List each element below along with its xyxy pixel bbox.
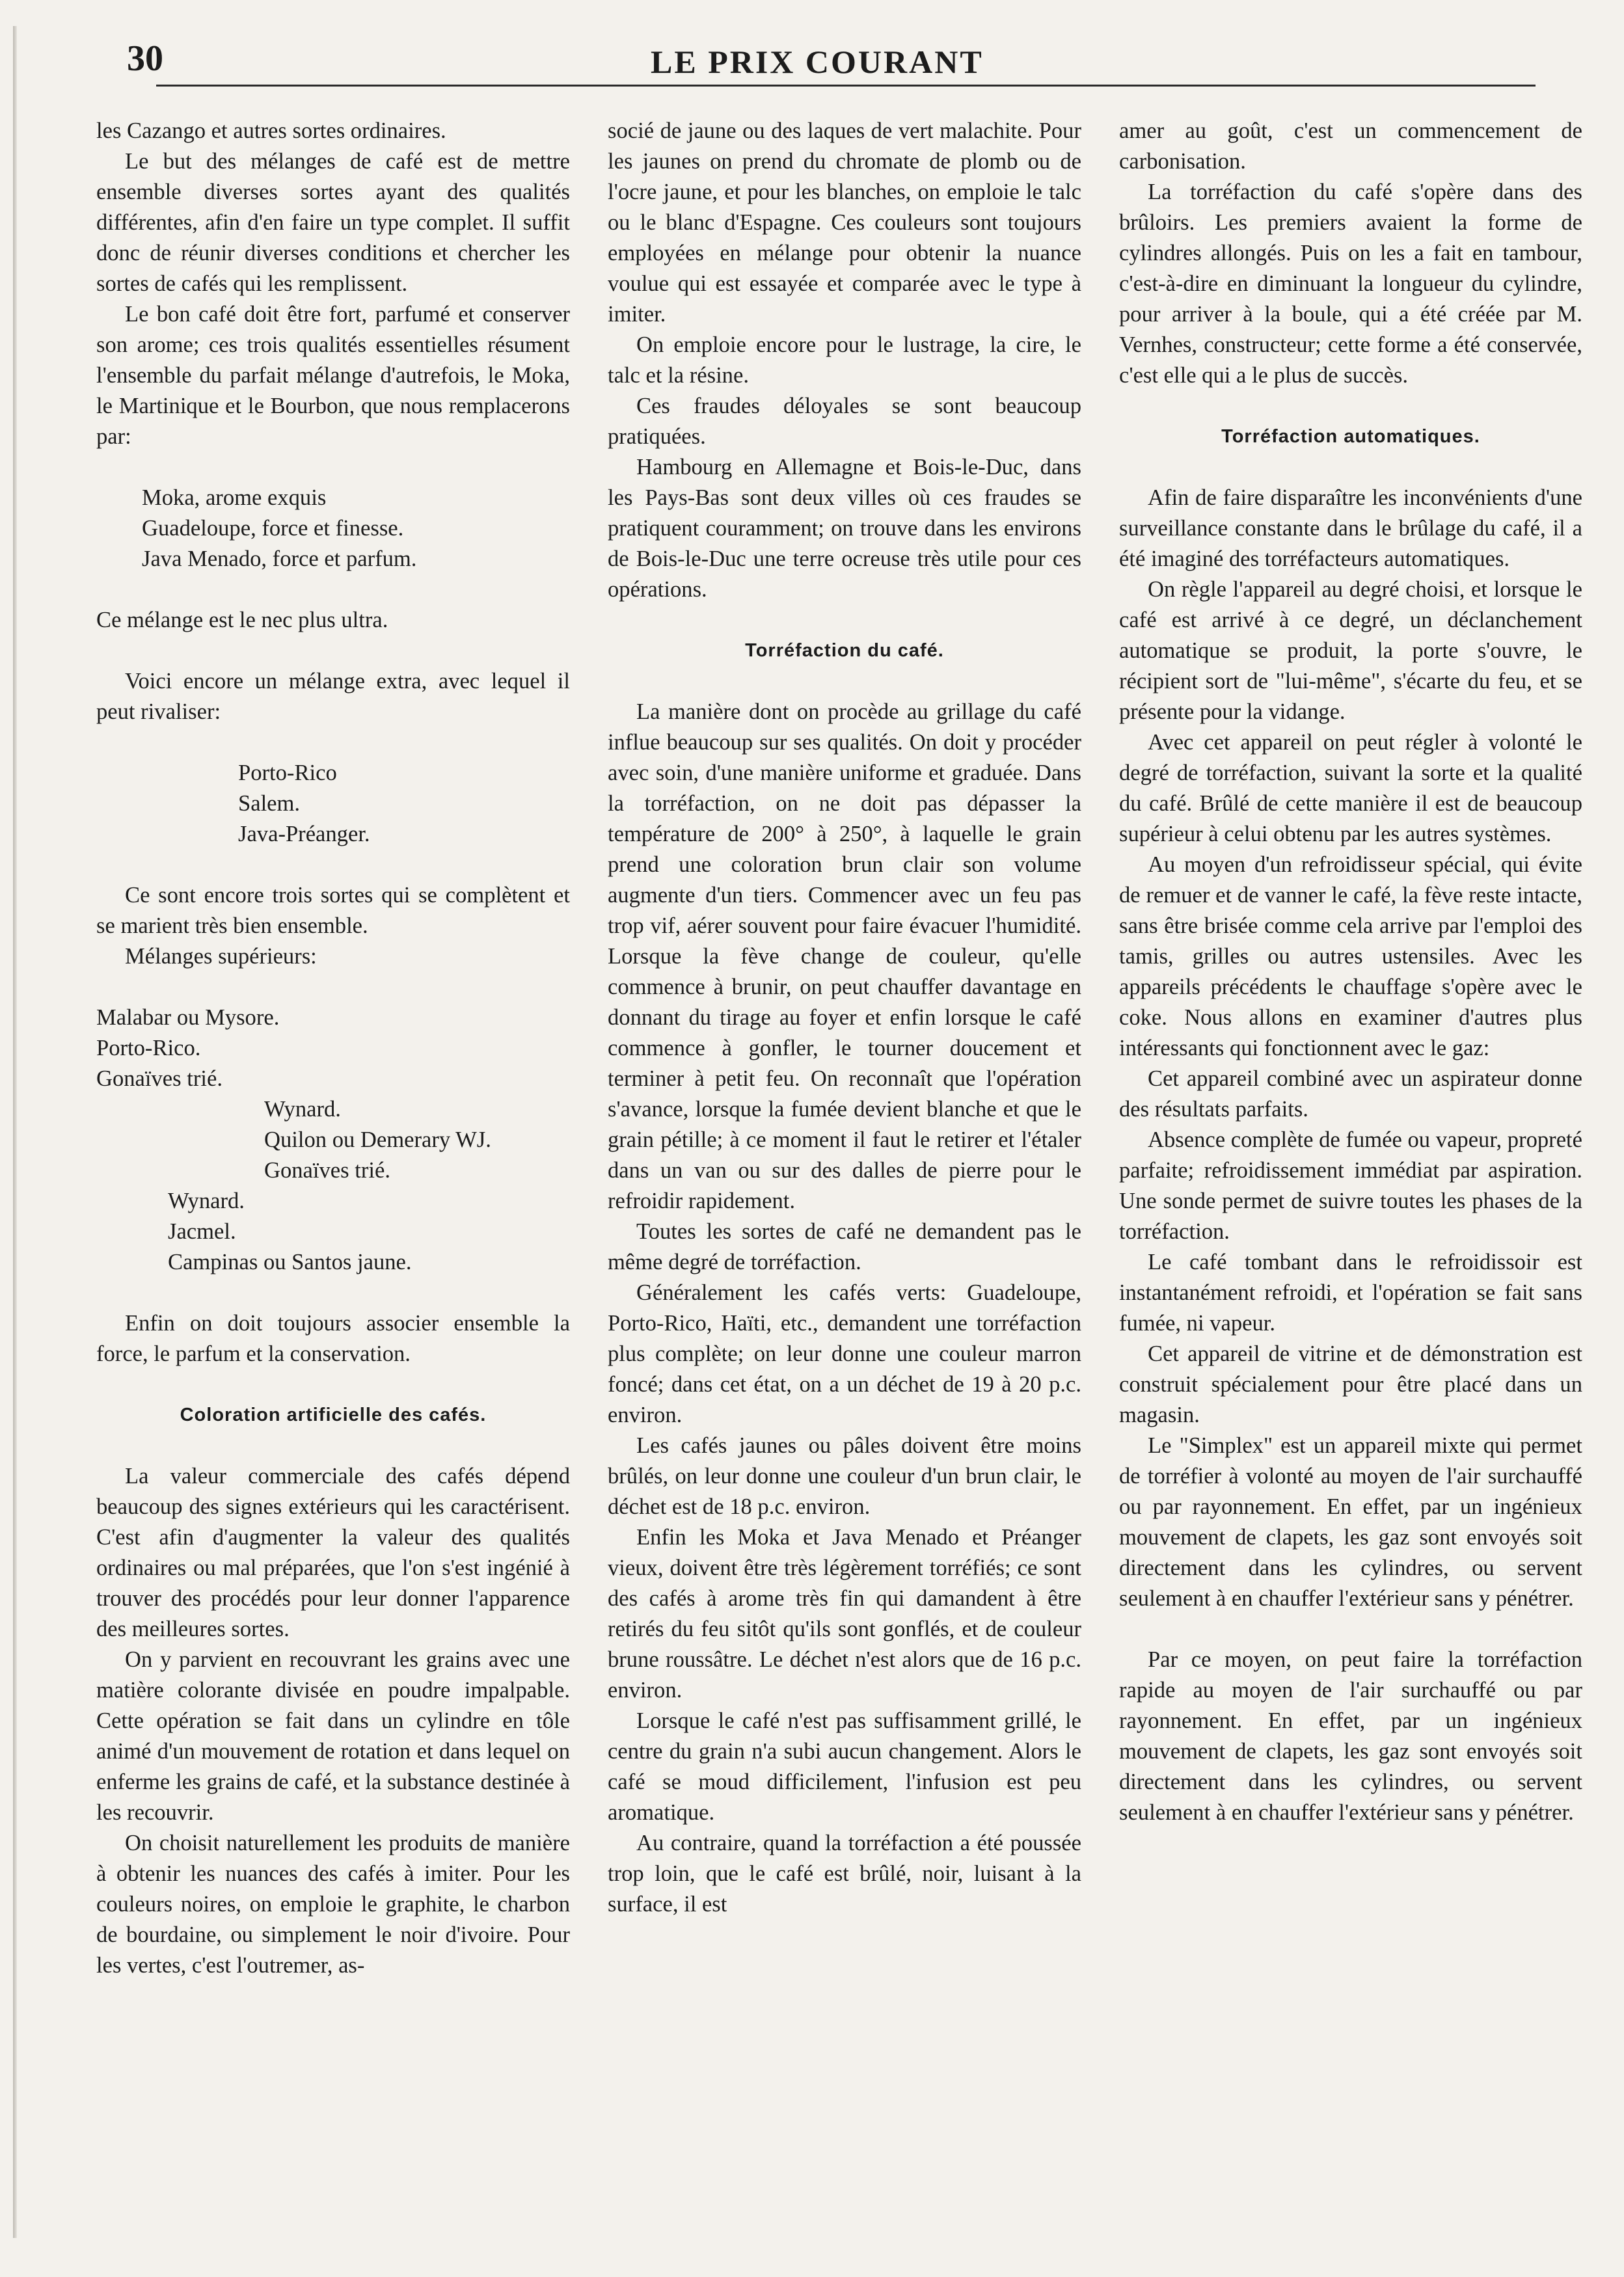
paragraph: Le café tombant dans le refroidissoir est instantanément refroidi, et l'opération se fait sans fumée, ni vapeur. bbox=[1119, 1250, 1582, 1336]
section-heading: Torréfaction automatiques. bbox=[1221, 426, 1480, 447]
running-title: LE PRIX COURANT bbox=[651, 44, 984, 80]
list-item: Quilon ou Demerary WJ. bbox=[264, 1127, 491, 1152]
binding-edge bbox=[13, 26, 17, 2238]
paragraph: Enfin on doit toujours associer ensemble la force, le parfum et la conservation. bbox=[96, 1311, 570, 1366]
list-item: Java-Préanger. bbox=[238, 822, 370, 846]
list-item: Malabar ou Mysore. bbox=[96, 1005, 280, 1030]
list-item: Moka, arome exquis bbox=[142, 485, 327, 510]
paragraph: Hambourg en Allemagne et Bois-le-Duc, dans les Pays-Bas sont deux villes où ces fraudes se pratiquent couramment; on trouve dans les environs de Bois-le-Duc une terre ocreuse très utile pour ces opérations. bbox=[608, 455, 1081, 602]
paragraph: Le but des mélanges de café est de mettre ensemble diverses sortes ayant des qualités différentes, afin d'en faire un type complet. Il suffit donc de réunir diverses conditions et chercher les sortes de cafés qui les remplissent. bbox=[96, 149, 570, 296]
paragraph: Ce mélange est le nec plus ultra. bbox=[96, 608, 388, 632]
paragraph: Mélanges supérieurs: bbox=[125, 944, 317, 969]
list-item: Wynard. bbox=[264, 1097, 341, 1122]
paragraph: Le "Simplex" est un appareil mixte qui permet de torréfier à volonté au moyen de l'air surchauffé ou par rayonnement. En effet, par un ingénieux mouvement de clapets, les gaz sont envoyés soit directement dans les cylindres, ou servent seulement à en chauffer l'extérieur sans y pénétrer. bbox=[1119, 1433, 1582, 1611]
paragraph: Lorsque le café n'est pas suffisamment grillé, le centre du grain n'a subi aucun changement. Alors le café se moud difficilement, l'infusion est peu aromatique. bbox=[608, 1708, 1081, 1825]
column-2 bbox=[608, 116, 1081, 1920]
paragraph: Au moyen d'un refroidisseur spécial, qui évite de remuer et de vanner le café, la fève reste intacte, sans être brisée comme cela arrive par l'emploi des tamis, grilles ou autres ustensiles. Avec les appareils précédents le chauffage s'opère avec le coke. Nous allons en examiner d'autres plus intéressants qui fonctionnent avec le gaz: bbox=[1119, 852, 1582, 1060]
paragraph: Ce sont encore trois sortes qui se complètent et se marient très bien ensemble. bbox=[96, 883, 570, 938]
paragraph: On emploie encore pour le lustrage, la cire, le talc et la résine. bbox=[608, 332, 1081, 388]
list-item: Wynard. bbox=[168, 1189, 245, 1213]
paragraph: On y parvient en recouvrant les grains avec une matière colorante divisée en poudre impalpable. Cette opération se fait dans un cylindre en tôle animé d'un mouvement de rotation et dans lequel on enferme les grains de café, et la substance destinée à les recouvrir. bbox=[96, 1647, 570, 1825]
list-item: Salem. bbox=[238, 791, 301, 816]
paragraph: Absence complète de fumée ou vapeur, propreté parfaite; refroidissement immédiat par aspiration. Une sonde permet de suivre toutes les phases de la torréfaction. bbox=[1119, 1127, 1582, 1244]
list-item: Gonaïves trié. bbox=[96, 1066, 223, 1091]
list-item: Jacmel. bbox=[168, 1219, 236, 1244]
paragraph: La manière dont on procède au grillage du café influe beaucoup sur ses qualités. On doit y procéder avec soin, d'une manière uniforme et graduée. Dans la torréfaction, on ne doit pas dépasser la température de 200° à 250°, à laquelle le grain prend une coloration brun clair son volume augmente d'un tiers. Commencer avec un feu pas trop vif, aérer souvent pour faire évacuer l'humidité. Lorsque la fève change de couleur, qu'elle commence à brunir, on peut chauffer davantage en donnant du tirage au foyer et enfin lorsque le café commence à gonfler, le tourner doucement et terminer à petit feu. On reconnaît que l'opération s'avance, lorsque la fumée devient blanche et que le grain pétille; à ce moment il faut le retirer et l'étaler dans un van ou sur des dalles de pierre pour le refroidir rapidement. bbox=[608, 699, 1081, 1213]
paragraph: Cet appareil combiné avec un aspirateur donne des résultats parfaits. bbox=[1119, 1066, 1582, 1122]
paragraph: Généralement les cafés verts: Guadeloupe, Porto-Rico, Haïti, etc., demandent une torréfaction plus complète; on leur donne une couleur marron foncé; dans cet état, on a un déchet de 19 à 20 p.c. environ. bbox=[608, 1280, 1081, 1427]
section-heading: Coloration artificielle des cafés. bbox=[180, 1405, 487, 1425]
list-item: Campinas ou Santos jaune. bbox=[168, 1250, 412, 1274]
paragraph: On choisit naturellement les produits de manière à obtenir les nuances des cafés à imiter. Pour les couleurs noires, on emploie le graphite, le charbon de bourdaine, ou simplement le noir d'ivoire. Pour les vertes, c'est l'outremer, as- bbox=[96, 1831, 570, 1978]
list-item: Porto-Rico. bbox=[96, 1036, 201, 1060]
paragraph: Au contraire, quand la torréfaction a été poussée trop loin, que le café est brûlé, noir, luisant à la surface, il est bbox=[608, 1831, 1081, 1917]
blend-list-3 bbox=[96, 1003, 570, 1278]
list-item: Java Menado, force et parfum. bbox=[142, 546, 417, 571]
list-item: Porto-Rico bbox=[238, 761, 337, 785]
list-item: Gonaïves trié. bbox=[264, 1158, 390, 1183]
paragraph: La torréfaction du café s'opère dans des brûloirs. Les premiers avaient la forme de cylindres allongés. Puis on les a fait en tambour, c'est-à-dire en diminuant la longueur du cylindre, pour arriver à la boule, qui a été créée par M. Vernhes, constructeur; cette forme a été conservée, c'est elle qui a le plus de succès. bbox=[1119, 180, 1582, 388]
paragraph: Toutes les sortes de café ne demandent pas le même degré de torréfaction. bbox=[608, 1219, 1081, 1274]
blend-list-1 bbox=[96, 483, 570, 574]
blend-list-2 bbox=[96, 758, 570, 850]
paragraph: Cet appareil de vitrine et de démonstration est construit spécialement pour être placé dans un magasin. bbox=[1119, 1341, 1582, 1427]
column-1 bbox=[96, 116, 570, 1981]
paragraph: Enfin les Moka et Java Menado et Préanger vieux, doivent être très légèrement torréfiés; ce sont des cafés à arome très fin qui damandent à être retirés du feu sitôt qu'ils sont gonflés, et de couleur brune roussâtre. Le déchet n'est alors que de 16 p.c. environ. bbox=[608, 1525, 1081, 1703]
paragraph: Ces fraudes déloyales se sont beaucoup pratiquées. bbox=[608, 394, 1081, 449]
section-heading: Torréfaction du café. bbox=[745, 640, 944, 661]
paragraph: Par ce moyen, on peut faire la torréfaction rapide au moyen de l'air surchauffé ou par rayonnement. En effet, par un ingénieux mouvement de clapets, les gaz sont envoyés soit directement dans les cylindres, ou servent seulement à en chauffer l'extérieur sans y pénétrer. bbox=[1119, 1647, 1582, 1825]
paragraph: Le bon café doit être fort, parfumé et conserver son arome; ces trois qualités essentielles résument l'ensemble du parfait mélange d'autrefois, le Moka, le Martinique et le Bourbon, que nous remplacerons par: bbox=[96, 302, 570, 449]
paragraph: Afin de faire disparaître les inconvénients d'une surveillance constante dans le brûlage du café, il a été imaginé des torréfacteurs automatiques. bbox=[1119, 485, 1582, 571]
column-3 bbox=[1119, 116, 1582, 1828]
paragraph: les Cazango et autres sortes ordinaires. bbox=[96, 118, 446, 143]
paragraph: Voici encore un mélange extra, avec lequel il peut rivaliser: bbox=[96, 669, 570, 724]
paragraph: amer au goût, c'est un commencement de carbonisation. bbox=[1119, 118, 1582, 174]
list-item: Guadeloupe, force et finesse. bbox=[142, 516, 404, 541]
paragraph: Avec cet appareil on peut régler à volonté le degré de torréfaction, suivant la sorte et la qualité du café. Brûlé de cette manière il est de beaucoup supérieur à celui obtenu par les autres systèmes. bbox=[1119, 730, 1582, 846]
paragraph: On règle l'appareil au degré choisi, et lorsque le café est arrivé à ce degré, un déclanchement automatique se produit, la porte s'ouvre, le récipient sort de "lui-même", s'écarte du feu, et se présente pour la vidange. bbox=[1119, 577, 1582, 724]
header-rule bbox=[156, 85, 1536, 87]
page-number: 30 bbox=[127, 38, 163, 79]
paragraph: socié de jaune ou des laques de vert malachite. Pour les jaunes on prend du chromate de plomb ou de l'ocre jaune, et pour les blanches, on emploie le talc ou le blanc d'Espagne. Ces couleurs sont toujours employées en mélange pour obtenir la nuance voulue qui est essayée et comparée avec le type à imiter. bbox=[608, 118, 1081, 327]
paragraph: Les cafés jaunes ou pâles doivent être moins brûlés, on leur donne une couleur d'un brun clair, le déchet est de 18 p.c. environ. bbox=[608, 1433, 1081, 1519]
paragraph: La valeur commerciale des cafés dépend beaucoup des signes extérieurs qui les caractérisent. C'est afin d'augmenter la valeur des qualités ordinaires ou mal préparées, que l'on s'est ingénié à trouver des procédés pour leur donner l'apparence des meilleures sortes. bbox=[96, 1464, 570, 1641]
